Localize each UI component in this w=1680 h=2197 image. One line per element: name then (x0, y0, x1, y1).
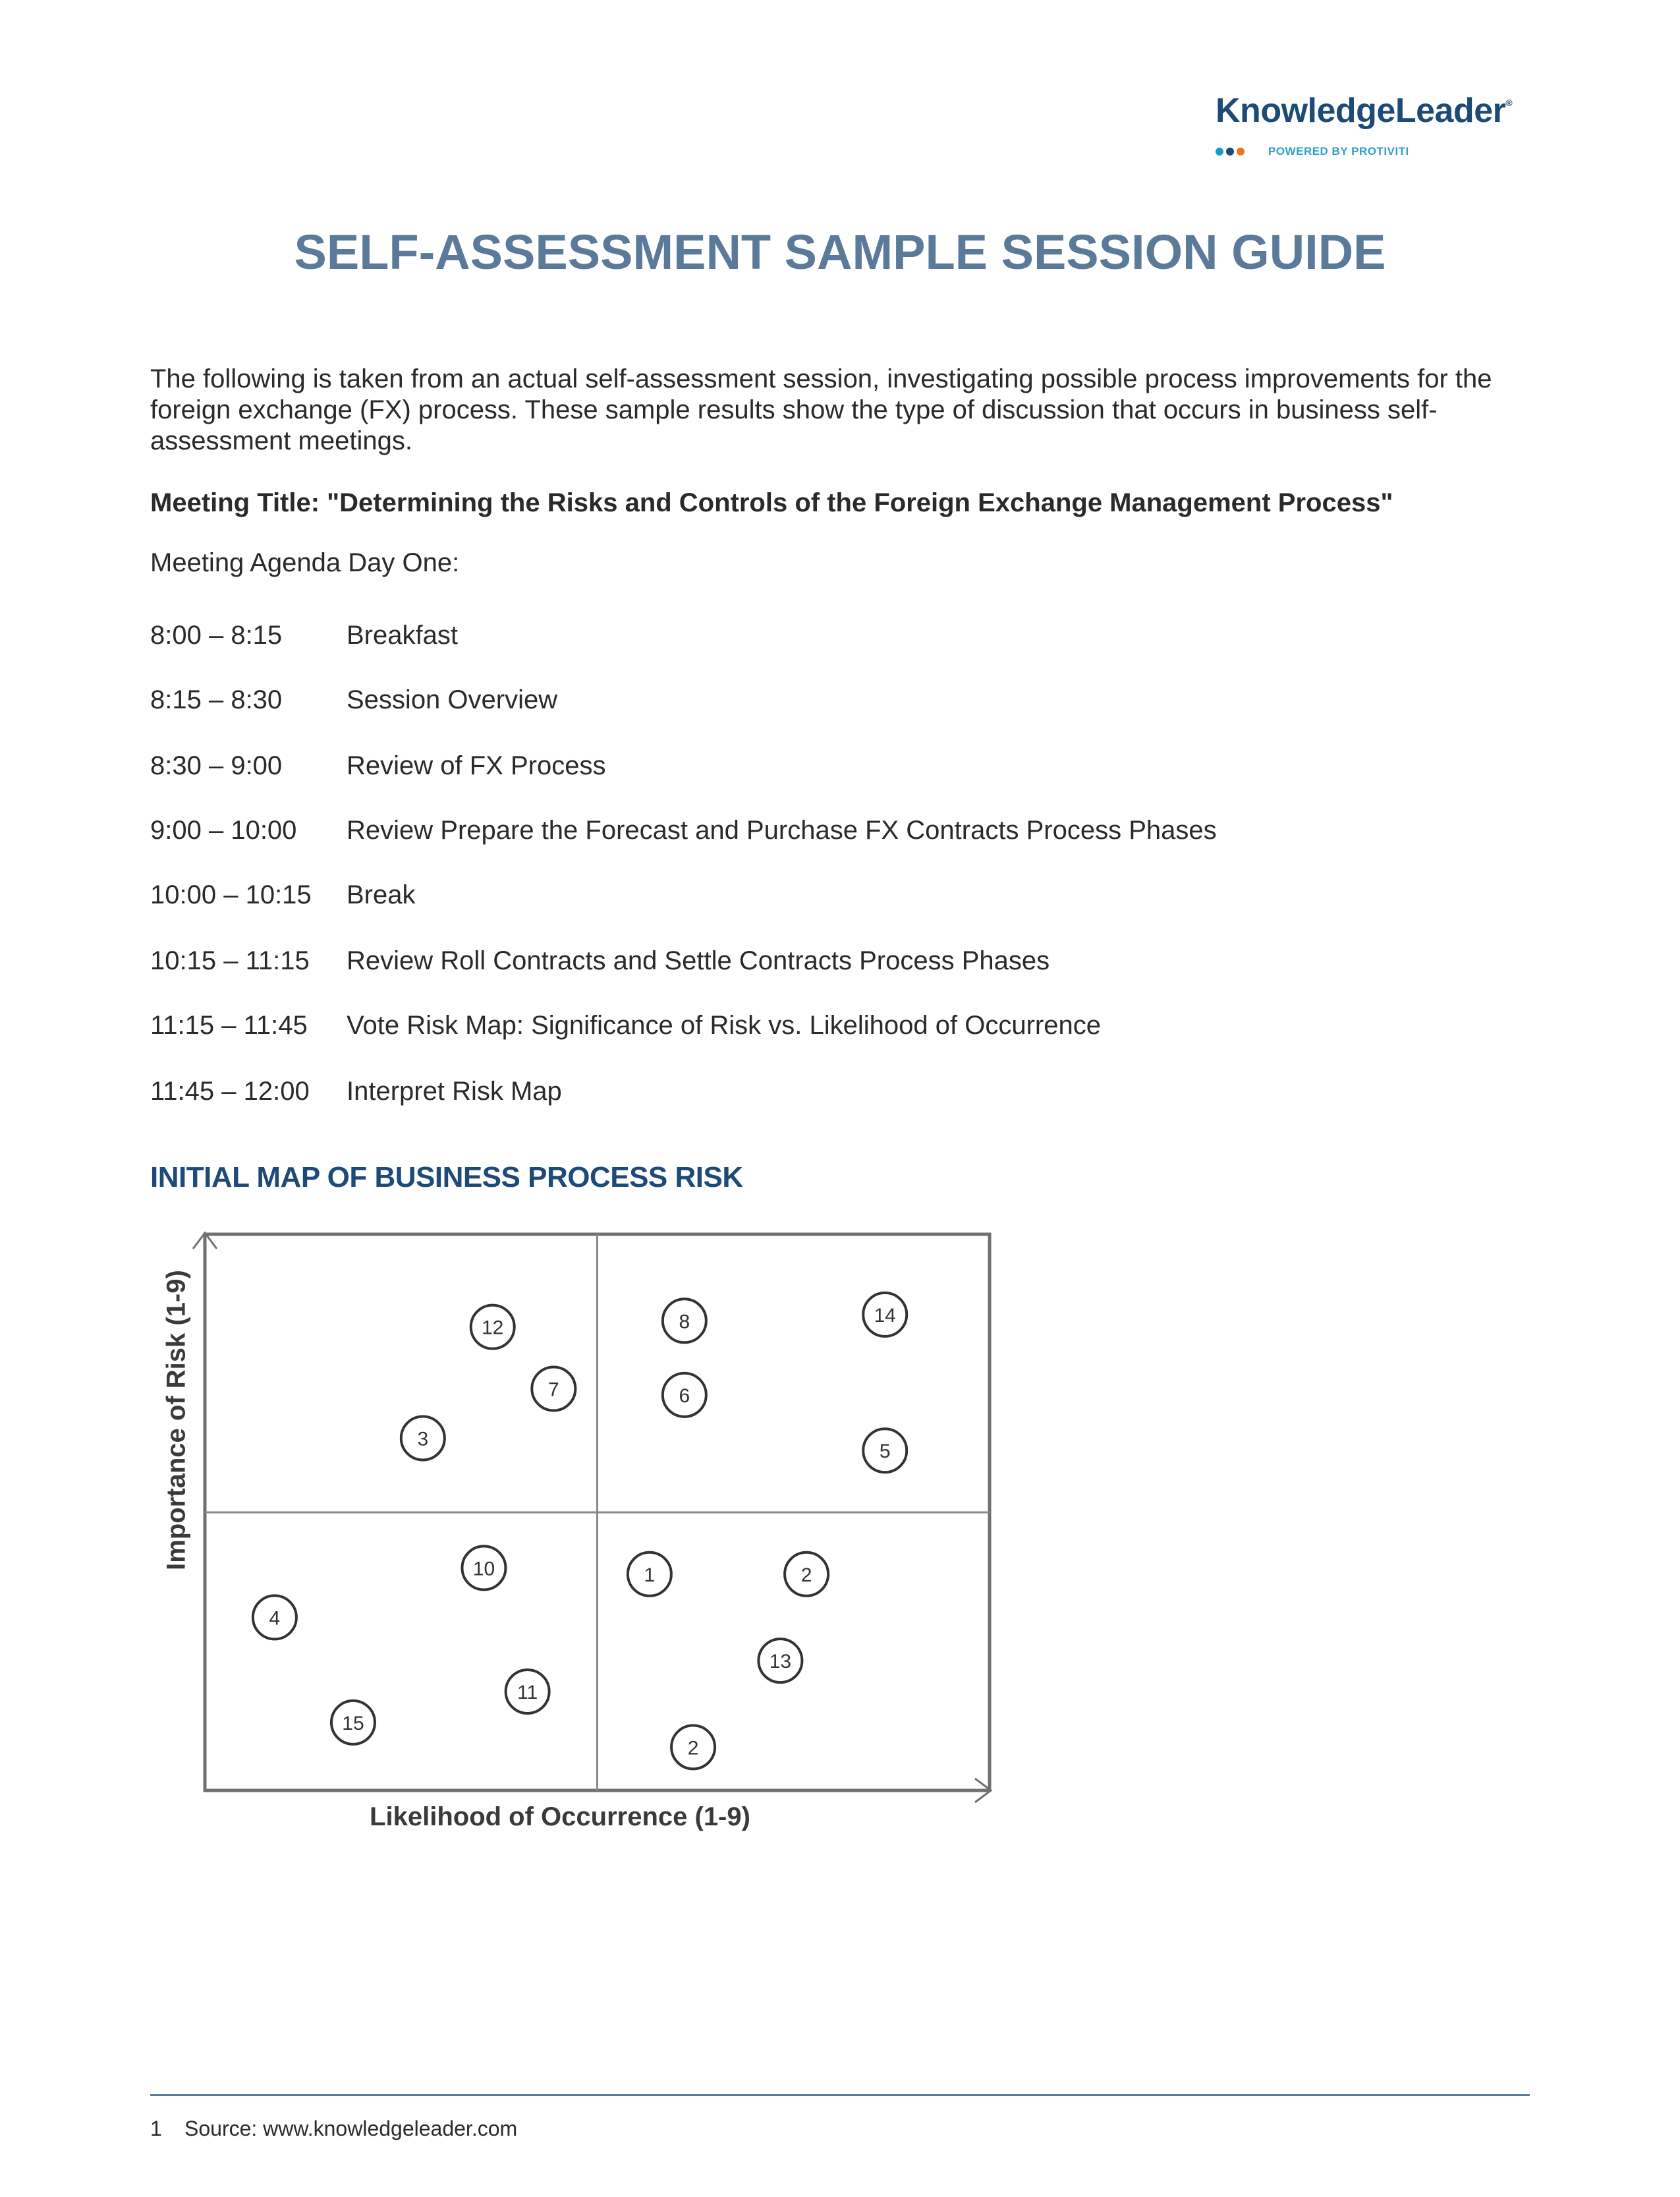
agenda-time: 8:00 – 8:15 (150, 621, 283, 650)
data-point-label: 4 (269, 1607, 281, 1630)
agenda-item: Breakfast (347, 621, 458, 650)
risk-map-heading: INITIAL MAP OF BUSINESS PROCESS RISK (150, 1161, 743, 1193)
data-point-label: 3 (417, 1428, 429, 1450)
agenda-heading: Meeting Agenda Day One: (150, 548, 460, 577)
agenda-item: Review of FX Process (347, 751, 606, 780)
data-point-label: 12 (482, 1317, 504, 1339)
agenda-time: 10:15 – 11:15 (150, 946, 310, 975)
points-layer (253, 1293, 907, 1769)
footer-divider (150, 2094, 1530, 2096)
meeting-title: Meeting Title: "Determining the Risks and Controls of the Foreign Exchange Management Process" (150, 488, 1393, 517)
agenda-item: Review Roll Contracts and Settle Contracts Process Phases (347, 946, 1050, 975)
footer-source: Source: www.knowledgeleader.com (184, 2117, 518, 2140)
data-point-label: 11 (517, 1681, 538, 1703)
agenda-time: 11:45 – 12:00 (150, 1077, 310, 1106)
agenda-time: 8:15 – 8:30 (150, 685, 283, 714)
data-point-label: 10 (472, 1558, 495, 1580)
agenda-item: Vote Risk Map: Significance of Risk vs. Likelihood of Occurrence (347, 1011, 1101, 1040)
data-point-label: 2 (687, 1737, 699, 1759)
data-point-label: 5 (879, 1441, 891, 1463)
intro-paragraph: The following is taken from an actual self-assessment session, investigating possible process improvements for the foreign exchange (FX) process. These sample results show the type of discussion that occurs in business self-assessment meetings. (150, 364, 1492, 455)
agenda-item: Session Overview (347, 685, 558, 714)
data-point-label: 7 (547, 1379, 559, 1401)
data-point-label: 2 (800, 1564, 812, 1586)
agenda-item: Break (347, 880, 416, 909)
x-axis-label: Likelihood of Occurrence (1-9) (370, 1802, 750, 1831)
agenda-time: 8:30 – 9:00 (150, 751, 283, 780)
agenda-time: 11:15 – 11:45 (150, 1011, 308, 1040)
agenda-time: 10:00 – 10:15 (150, 880, 312, 909)
agenda-time: 9:00 – 10:00 (150, 816, 297, 845)
data-point-label: 1 (644, 1564, 656, 1586)
data-point-label: 6 (679, 1384, 690, 1407)
logo-tagline: POWERED BY PROTIVITI (1268, 145, 1409, 157)
logo-wordmark: KnowledgeLeader® (1216, 92, 1513, 130)
data-point-label: 14 (874, 1304, 896, 1327)
data-point-label: 15 (342, 1712, 364, 1734)
data-point-label: 8 (679, 1311, 690, 1333)
agenda-item: Review Prepare the Forecast and Purchase FX Contracts Process Phases (347, 816, 1217, 845)
y-axis-label: Importance of Risk (1-9) (161, 1270, 191, 1570)
page-number: 1 (150, 2117, 162, 2140)
agenda-item: Interpret Risk Map (347, 1077, 562, 1106)
data-point-label: 13 (769, 1651, 792, 1673)
page-title: SELF-ASSESSMENT SAMPLE SESSION GUIDE (294, 225, 1386, 279)
